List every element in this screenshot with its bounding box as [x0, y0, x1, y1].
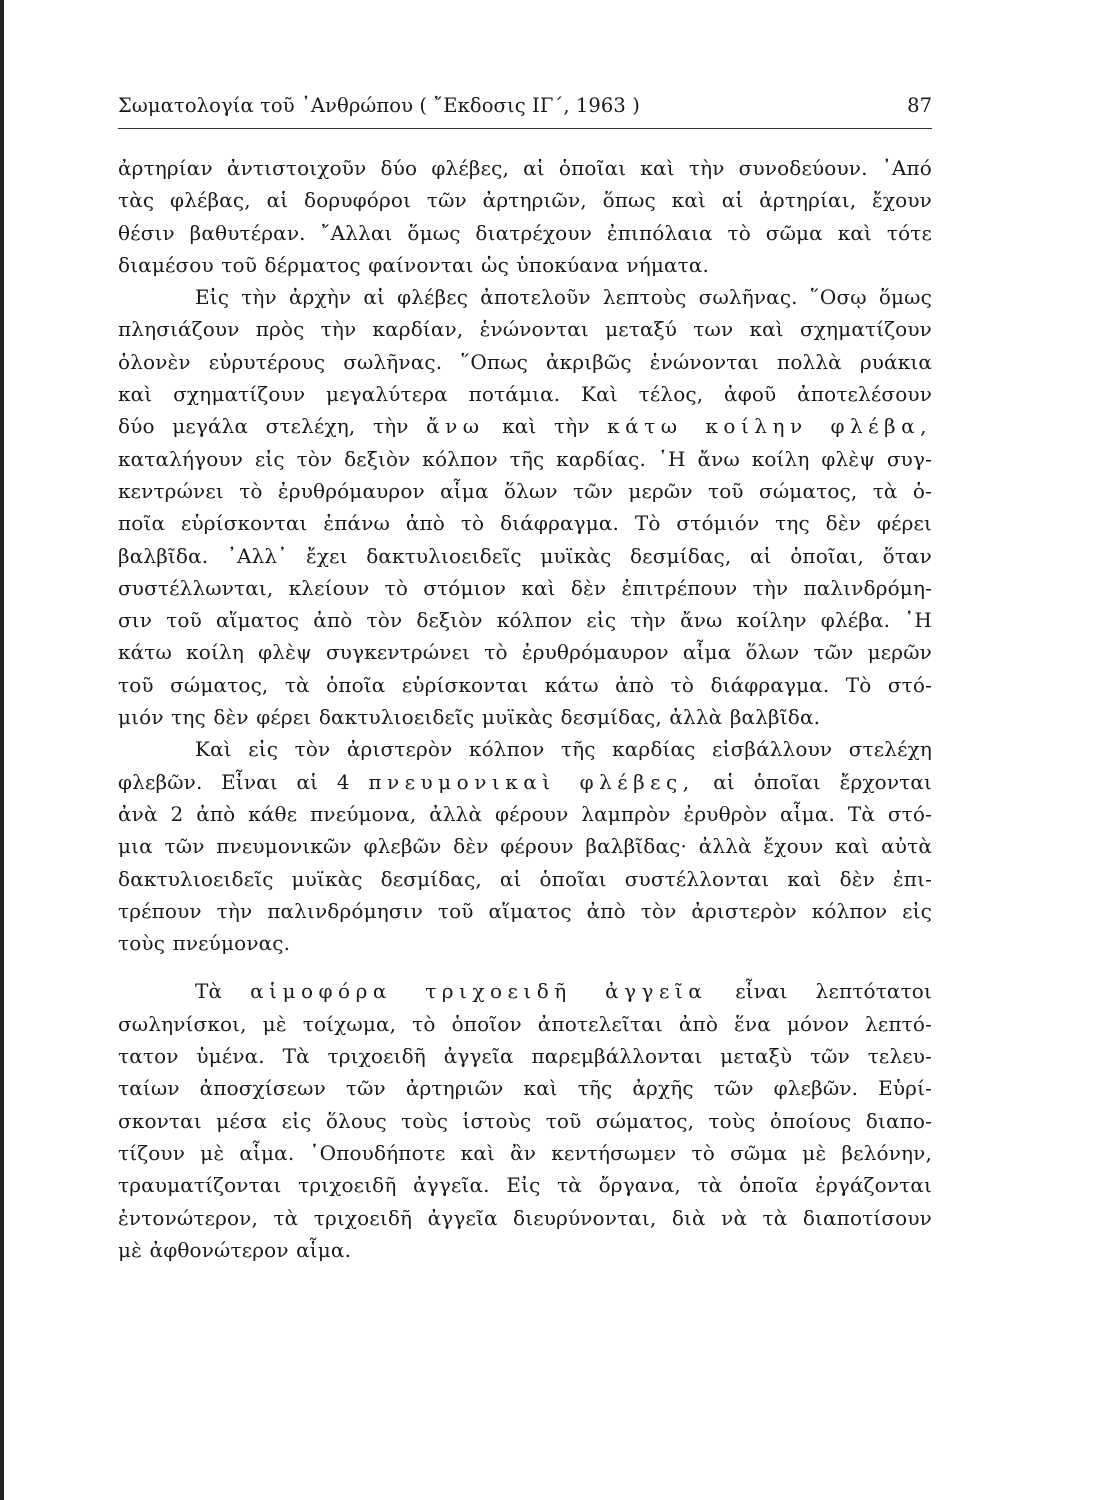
text-line: τίζουν μὲ αἷμα. ῾Οπουδήποτε καὶ ἂν κεντήσωμεν τὸ σῶμα μὲ βελόνην,: [118, 1140, 932, 1165]
text-line: κεντρώνει τὸ ἐρυθρόμαυρον αἷμα ὅλων τῶν μερῶν τοῦ σώματος, τὰ ὁ-: [118, 478, 932, 503]
text-line: πλησιάζουν πρὸς τὴν καρδίαν, ἑνώνονται μεταξύ των καὶ σχηματίζουν: [118, 317, 932, 342]
text-line: ταίων ἀποσχίσεων τῶν ἀρτηριῶν καὶ τῆς ἀρχῆς τῶν φλεβῶν. Εὑρί-: [118, 1076, 932, 1101]
running-header: [118, 94, 932, 129]
text-line: σκονται μέσα εἰς ὅλους τοὺς ἱστοὺς τοῦ σώματος, τοὺς ὁποίους διαπο-: [118, 1108, 932, 1133]
paragraph-3: [118, 733, 932, 959]
text-line: σωληνίσκοι, μὲ τοίχωμα, τὸ ὁποῖον ἀποτελεῖται ἀπὸ ἕνα μόνον λεπτό-: [118, 1011, 932, 1036]
text-line-spaced: φλεβῶν. Εἶναι αἱ 4 πνευμονικαὶ φλέβες, αἱ ὁποῖαι ἔρχονται: [118, 769, 932, 794]
text-line: συστέλλωνται, κλείουν τὸ στόμιον καὶ δὲν ἐπιτρέπουν τὴν παλινδρόμη-: [118, 575, 932, 600]
text-line: ἀρτηρίαν ἀντιστοιχοῦν δύο φλέβες, αἱ ὁποῖαι καὶ τὴν συνοδεύουν. ᾽Από: [118, 156, 932, 180]
spaced-term: κάτω κοίλην φλέβα,: [607, 414, 932, 439]
running-title: Σωματολογία τοῦ ᾽Ανθρώπου ( ῎Εκδοσις ΙΓ΄, 1963 ): [118, 94, 640, 117]
page-number: 87: [907, 94, 932, 117]
scan-edge: [0, 0, 4, 1500]
text-line: μια τῶν πνευμονικῶν φλεβῶν δὲν φέρουν βαλβῖδας· ἀλλὰ ἔχουν καὶ αὐτὰ: [118, 834, 932, 859]
paragraph-4: [118, 975, 932, 1266]
text-line: καταλήγουν εἰς τὸν δεξιὸν κόλπον τῆς καρδίας. ῾Η ἄνω κοίλη φλὲψ συγ-: [118, 446, 932, 471]
text-line: Εἰς τὴν ἀρχὴν αἱ φλέβες ἀποτελοῦν λεπτοὺς σωλῆνας. ῞Οσῳ ὅμως: [195, 285, 932, 310]
text-line: ἀνὰ 2 ἀπὸ κάθε πνεύμονα, ἀλλὰ φέρουν λαμπρὸν ἐρυθρὸν αἷμα. Τὰ στό-: [118, 801, 932, 826]
text-line: τατον ὑμένα. Τὰ τριχοειδῆ ἀγγεῖα παρεμβάλλονται μεταξὺ τῶν τελευ-: [118, 1044, 932, 1069]
text-line: δακτυλιοειδεῖς μυϊκὰς δεσμίδας, αἱ ὁποῖαι συστέλλονται καὶ δὲν ἐπι-: [118, 866, 932, 891]
text-line: τοῦ σώματος, τὰ ὁποῖα εὑρίσκονται κάτω ἀπὸ τὸ διάφραγμα. Τὸ στό-: [118, 672, 932, 697]
text-line: ποῖα εὑρίσκονται ἐπάνω ἀπὸ τὸ διάφραγμα. Τὸ στόμιόν της δὲν φέρει: [118, 511, 932, 536]
text-line: τοὺς πνεύμονας.: [118, 931, 291, 956]
paragraph-1: [118, 152, 932, 281]
text-line: σιν τοῦ αἵματος ἀπὸ τὸν δεξιὸν κόλπον εἰς τὴν ἄνω κοίλην φλέβα. ῾Η: [118, 608, 932, 633]
text-line: Καὶ εἰς τὸν ἀριστερὸν κόλπον τῆς καρδίας εἰσβάλλουν στελέχη: [195, 737, 932, 762]
text-line: διαμέσου τοῦ δέρματος φαίνονται ὡς ὑποκύανα νήματα.: [118, 252, 710, 277]
text-line: κάτω κοίλη φλὲψ συγκεντρώνει τὸ ἐρυθρόμαυρον αἷμα ὅλων τῶν μερῶν: [118, 640, 932, 665]
text-line: τραυματίζονται τριχοειδῆ ἀγγεῖα. Εἰς τὰ ὄργανα, τὰ ὁποῖα ἐργάζονται: [118, 1173, 932, 1198]
text-line: βαλβῖδα. ᾽Αλλ᾽ ἔχει δακτυλιοειδεῖς μυϊκὰς δεσμίδας, αἱ ὁποῖαι, ὅταν: [118, 543, 932, 568]
text-line: ὁλονὲν εὐρυτέρους σωλῆνας. ῞Οπως ἀκριβῶς ἑνώνονται πολλὰ ρυάκια: [118, 349, 932, 374]
spaced-term: πνευμονικαὶ φλέβες,: [368, 769, 695, 794]
text-line-spaced: δύο μεγάλα στελέχη, τὴν ἄνω καὶ τὴν κάτω κοίλην φλέβα,: [118, 414, 932, 439]
body-text: [118, 152, 932, 1266]
text-line: τρέπουν τὴν παλινδρόμησιν τοῦ αἵματος ἀπὸ τὸν ἀριστερὸν κόλπον εἰς: [118, 898, 932, 923]
text-line: θέσιν βαθυτέραν. ῎Αλλαι ὅμως διατρέχουν ἐπιπόλαια τὸ σῶμα καὶ τότε: [118, 220, 932, 245]
spaced-term: ἄνω: [426, 414, 485, 439]
text-line: τὰς φλέβας, αἱ δορυφόροι τῶν ἀρτηριῶν, ὅπως καὶ αἱ ἀρτηρίαι, ἔχουν: [118, 188, 932, 213]
text-line-spaced: Τὰ αἱμοφόρα τριχοειδῆ ἀγγεῖα εἶναι λεπτότατοι: [195, 979, 932, 1004]
text-line: μιόν της δὲν φέρει δακτυλιοειδεῖς μυϊκὰς δεσμίδας, ἀλλὰ βαλβῖδα.: [118, 705, 821, 730]
paragraph-2: [118, 281, 932, 733]
text-line: μὲ ἀφθονώτερον αἷμα.: [118, 1237, 352, 1262]
spaced-term: αἱμοφόρα τριχοειδῆ ἀγγεῖα: [250, 979, 708, 1004]
text-line: ἐντονώτερον, τὰ τριχοειδῆ ἀγγεῖα διευρύνονται, διὰ νὰ τὰ διαποτίσουν: [118, 1205, 932, 1230]
text-line: καὶ σχηματίζουν μεγαλύτερα ποτάμια. Καὶ τέλος, ἀφοῦ ἀποτελέσουν: [118, 382, 932, 407]
